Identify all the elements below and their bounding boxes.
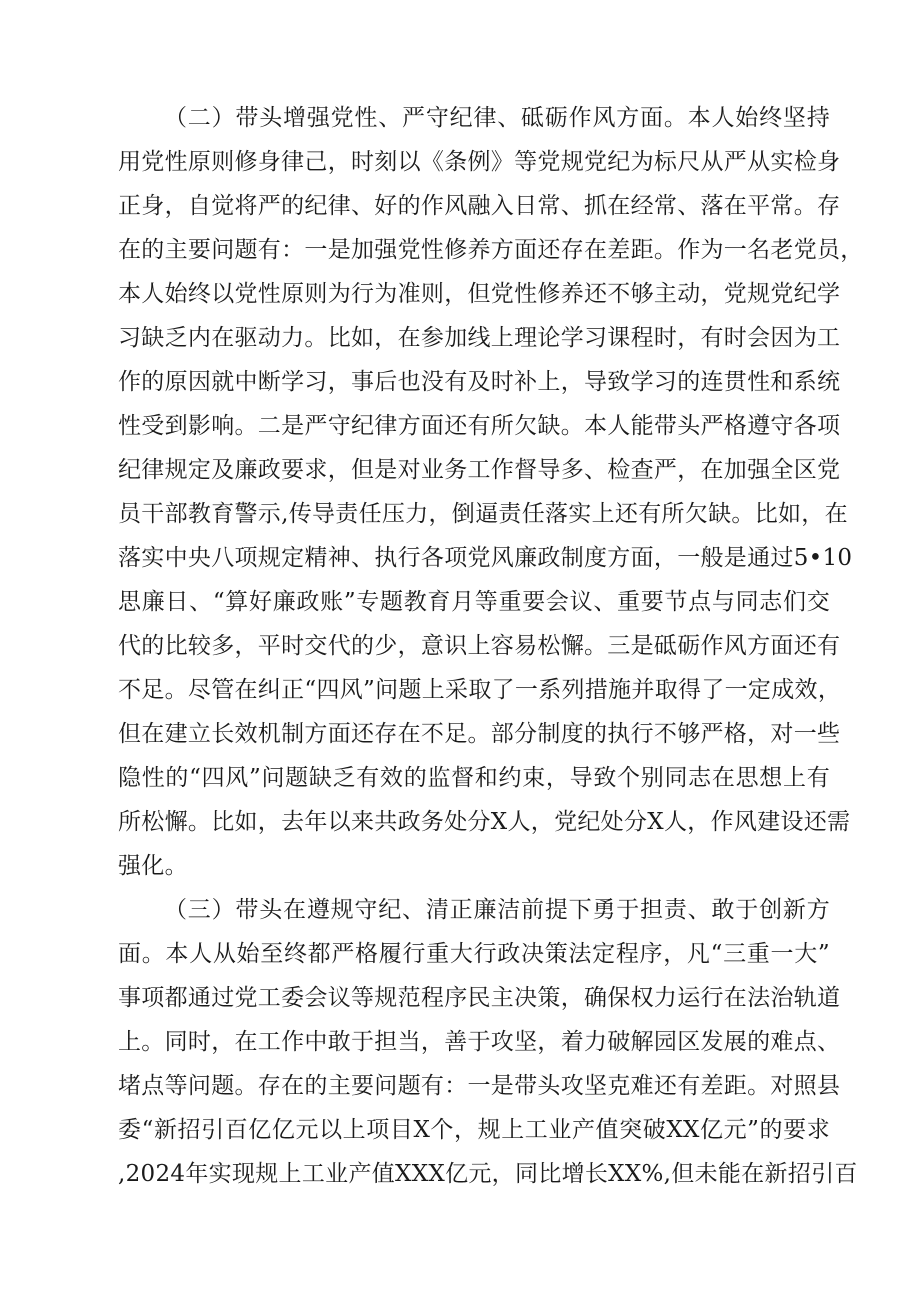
text-line: 正身，自觉将严的纪律、好的作风融入日常、抓在经常、落在平常。存 xyxy=(118,193,841,219)
text-line: 纪律规定及廉政要求，但是对业务工作督导多、检查严，在加强全区党 xyxy=(118,457,841,483)
text-line: 代的比较多，平时交代的少，意识上容易松懈。三是砥砺作风方面还有 xyxy=(118,633,841,659)
text-line: （三）带头在遵规守纪、清正廉洁前提下勇于担责、敢于创新方 xyxy=(164,897,830,923)
text-line: 落实中央八项规定精神、执行各项党风廉政制度方面，一般是通过5•10 xyxy=(118,545,853,571)
document-body xyxy=(118,96,864,1196)
paragraph-two xyxy=(118,96,864,888)
text-line: 但在建立长效机制方面还存在不足。部分制度的执行不够严格，对一些 xyxy=(118,721,841,747)
text-line: 作的原因就中断学习，事后也没有及时补上，导致学习的连贯性和系统 xyxy=(118,369,841,395)
text-line: 堵点等问题。存在的主要问题有：一是带头攻坚克难还有差距。对照县 xyxy=(118,1073,841,1099)
text-line: 性受到影响。二是严守纪律方面还有所欠缺。本人能带头严格遵守各项 xyxy=(118,413,841,439)
text-line: 面。本人从始至终都严格履行重大行政决策法定程序，凡“三重一大” xyxy=(118,941,830,967)
paragraph-three xyxy=(118,888,858,1196)
text-line: 不足。尽管在纠正“四风”问题上采取了一系列措施并取得了一定成效， xyxy=(118,677,842,703)
text-line: 本人始终以党性原则为行为准则，但党性修养还不够主动，党规党纪学 xyxy=(118,281,841,307)
text-line: 习缺乏内在驱动力。比如，在参加线上理论学习课程时，有时会因为工 xyxy=(118,325,841,351)
text-line: 在的主要问题有：一是加强党性修养方面还存在差距。作为一名老党员， xyxy=(118,237,864,263)
text-line: 思廉日、“算好廉政账”专题教育月等重要会议、重要节点与同志们交 xyxy=(118,589,830,615)
text-line: （二）带头增强党性、严守纪律、砥砺作风方面。本人始终坚持 xyxy=(164,105,830,131)
text-line: 所松懈。比如，去年以来共政务处分X人，党纪处分X人，作风建设还需 xyxy=(118,809,851,835)
text-line: 上。同时，在工作中敢于担当，善于攻坚，着力破解园区发展的难点、 xyxy=(118,1029,841,1055)
text-line: ,2024年实现规上工业产值XXX亿元，同比增长XX%,但未能在新招引百 xyxy=(118,1161,858,1187)
text-line: 事项都通过党工委会议等规范程序民主决策，确保权力运行在法治轨道 xyxy=(118,985,841,1011)
text-line: 员干部教育警示,传导责任压力，倒逼责任落实上还有所欠缺。比如，在 xyxy=(118,501,848,527)
text-line: 隐性的“四风”问题缺乏有效的监督和约束，导致个别同志在思想上有 xyxy=(118,765,830,791)
text-line: 强化。 xyxy=(118,853,188,879)
text-line: 用党性原则修身律己，时刻以《条例》等党规党纪为标尺从严从实检身 xyxy=(118,149,841,175)
text-line: 委“新招引百亿亿元以上项目X个，规上工业产值突破XX亿元”的要求 xyxy=(118,1117,830,1143)
